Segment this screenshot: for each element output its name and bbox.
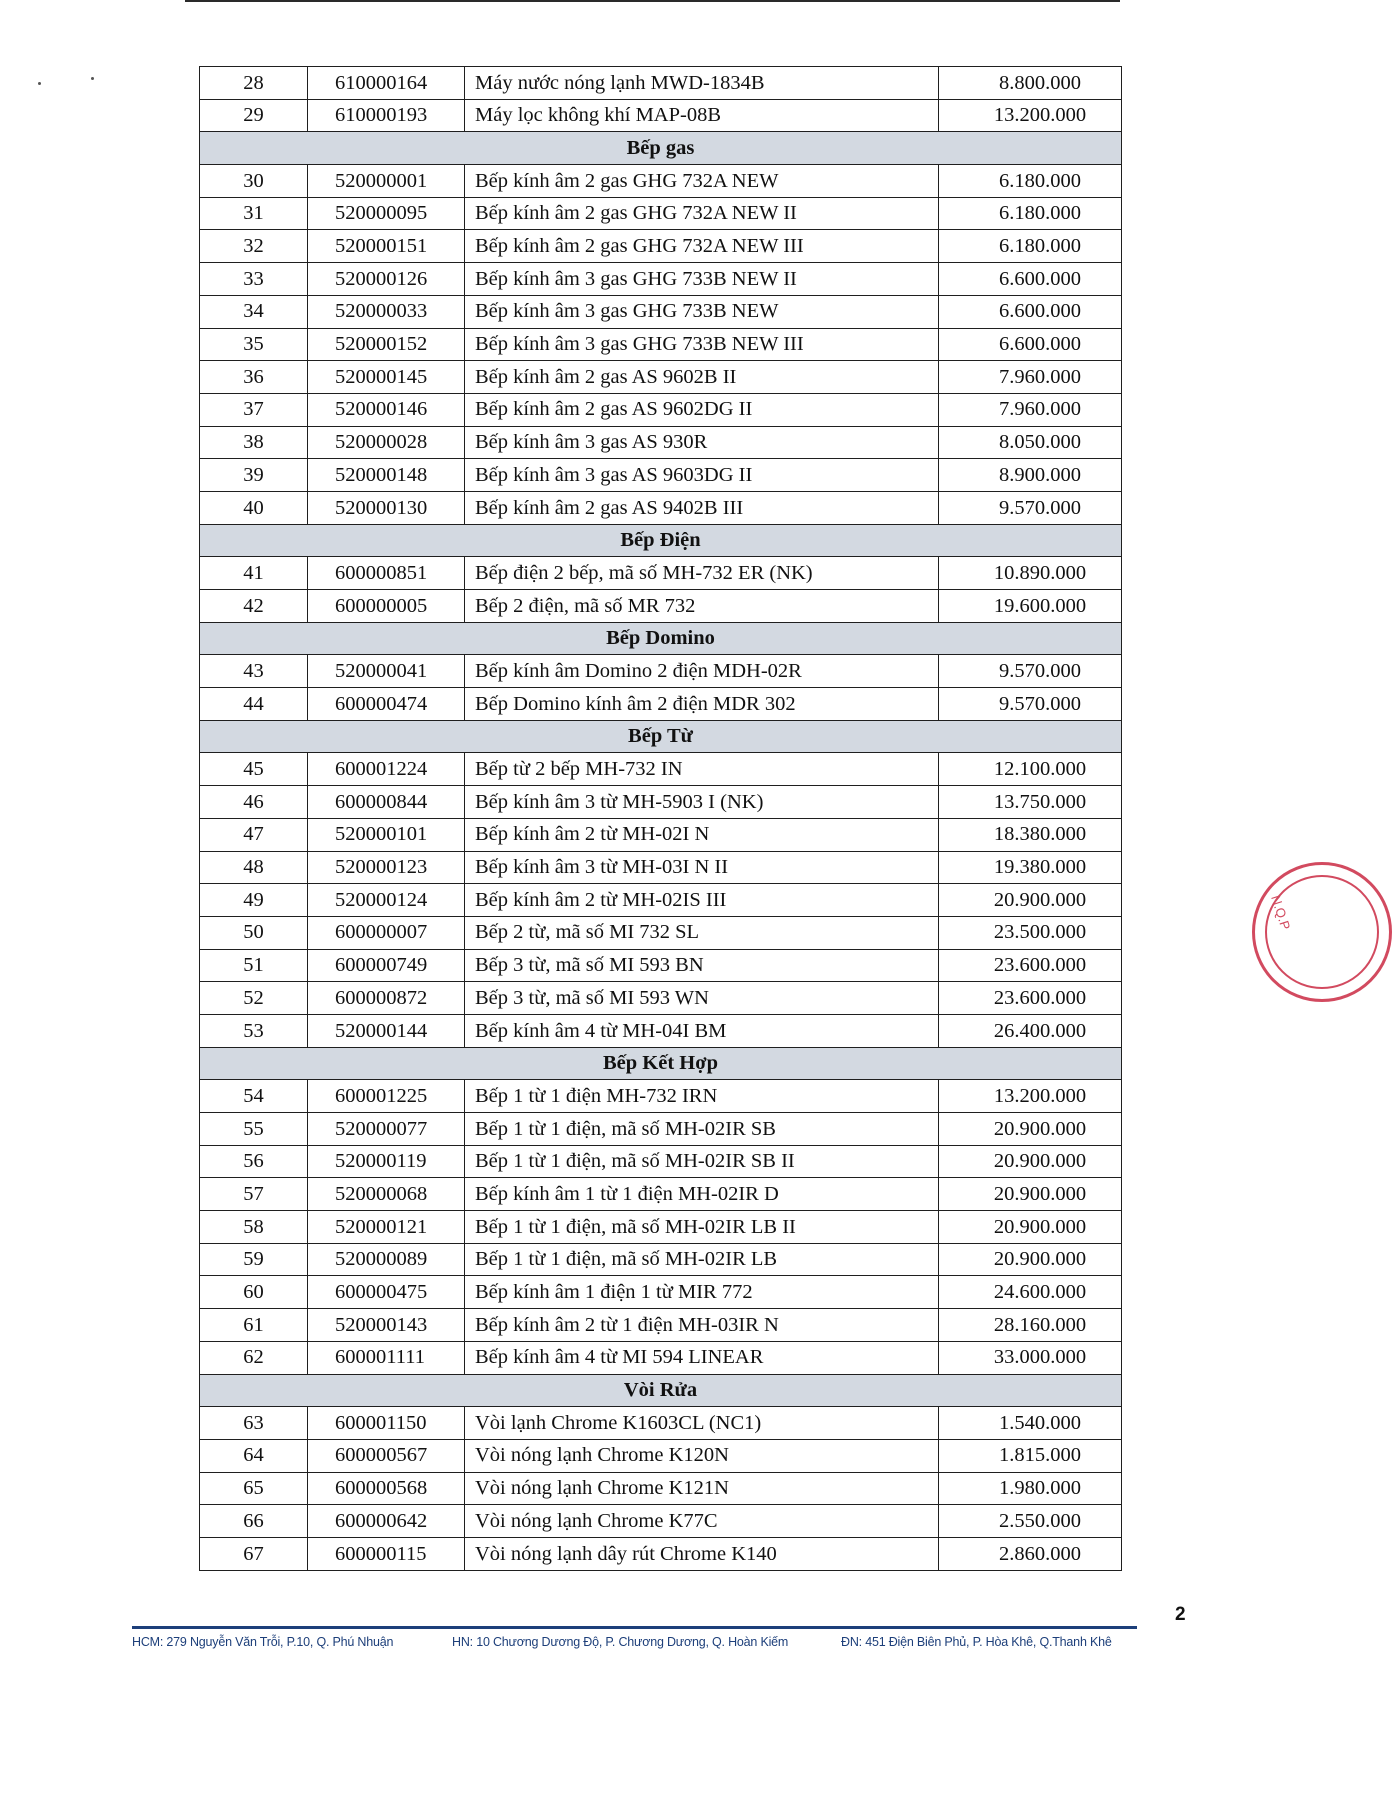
product-price: 20.900.000 — [939, 1145, 1122, 1178]
product-price: 24.600.000 — [939, 1276, 1122, 1309]
product-name: Bếp kính âm 3 gas GHG 733B NEW III — [465, 328, 939, 361]
product-name: Bếp kính âm 4 từ MI 594 LINEAR — [465, 1341, 939, 1374]
table-row — [200, 67, 1122, 100]
product-price: 23.500.000 — [939, 916, 1122, 949]
row-number: 40 — [200, 491, 308, 524]
row-number: 52 — [200, 982, 308, 1015]
product-price: 20.900.000 — [939, 1211, 1122, 1244]
product-name: Bếp kính âm 3 gas AS 930R — [465, 426, 939, 459]
product-price: 12.100.000 — [939, 753, 1122, 786]
table-row — [200, 884, 1122, 917]
footer-divider — [132, 1626, 1137, 1629]
product-code: 520000148 — [308, 459, 465, 492]
product-code: 600000475 — [308, 1276, 465, 1309]
row-number: 66 — [200, 1505, 308, 1538]
product-code: 600000005 — [308, 590, 465, 623]
table-row — [200, 1472, 1122, 1505]
product-code: 600001224 — [308, 753, 465, 786]
product-price: 6.600.000 — [939, 295, 1122, 328]
product-code: 520000145 — [308, 361, 465, 394]
footer-address-hn: HN: 10 Chương Dương Độ, P. Chương Dương, Q. Hoàn Kiếm — [452, 1635, 789, 1649]
row-number: 60 — [200, 1276, 308, 1309]
footer-address-dn: ĐN: 451 Điện Biên Phủ, P. Hòa Khê, Q.Thanh Khê — [841, 1635, 1112, 1649]
row-number: 37 — [200, 393, 308, 426]
product-price: 8.050.000 — [939, 426, 1122, 459]
row-number: 50 — [200, 916, 308, 949]
product-code: 600001225 — [308, 1080, 465, 1113]
product-name: Bếp kính âm 1 điện 1 từ MIR 772 — [465, 1276, 939, 1309]
product-price: 2.550.000 — [939, 1505, 1122, 1538]
product-name: Bếp kính âm 2 gas GHG 732A NEW II — [465, 197, 939, 230]
product-code: 520000119 — [308, 1145, 465, 1178]
table-row — [200, 1145, 1122, 1178]
product-name: Bếp 2 từ, mã số MI 732 SL — [465, 916, 939, 949]
product-name: Bếp kính âm 2 từ 1 điện MH-03IR N — [465, 1309, 939, 1342]
product-name: Bếp kính âm 3 từ MH-03I N II — [465, 851, 939, 884]
section-title: Bếp Kết Hợp — [200, 1047, 1122, 1080]
table-row — [200, 1211, 1122, 1244]
row-number: 62 — [200, 1341, 308, 1374]
product-price: 1.980.000 — [939, 1472, 1122, 1505]
product-price: 7.960.000 — [939, 393, 1122, 426]
product-code: 520000077 — [308, 1113, 465, 1146]
product-name: Máy lọc không khí MAP-08B — [465, 99, 939, 132]
row-number: 41 — [200, 557, 308, 590]
product-code: 520000146 — [308, 393, 465, 426]
footer-address-hcm: HCM: 279 Nguyễn Văn Trỗi, P.10, Q. Phú Nhuận — [132, 1635, 394, 1649]
product-name: Bếp 1 từ 1 điện, mã số MH-02IR SB II — [465, 1145, 939, 1178]
product-price: 8.800.000 — [939, 67, 1122, 100]
table-row — [200, 786, 1122, 819]
table-row — [200, 1407, 1122, 1440]
row-number: 43 — [200, 655, 308, 688]
product-code: 520000033 — [308, 295, 465, 328]
table-row — [200, 982, 1122, 1015]
product-price: 20.900.000 — [939, 1113, 1122, 1146]
product-code: 520000123 — [308, 851, 465, 884]
product-price: 19.600.000 — [939, 590, 1122, 623]
row-number: 65 — [200, 1472, 308, 1505]
product-name: Bếp kính âm 2 gas GHG 732A NEW — [465, 165, 939, 198]
product-code: 600000568 — [308, 1472, 465, 1505]
product-price: 20.900.000 — [939, 884, 1122, 917]
section-header-row — [200, 132, 1122, 165]
product-code: 520000028 — [308, 426, 465, 459]
section-title: Bếp Từ — [200, 720, 1122, 753]
product-name: Bếp 3 từ, mã số MI 593 BN — [465, 949, 939, 982]
product-price: 6.600.000 — [939, 263, 1122, 296]
page-number: 2 — [1175, 1604, 1186, 1625]
table-row — [200, 99, 1122, 132]
table-row — [200, 1505, 1122, 1538]
table-row — [200, 1341, 1122, 1374]
product-code: 520000068 — [308, 1178, 465, 1211]
product-code: 600000872 — [308, 982, 465, 1015]
row-number: 58 — [200, 1211, 308, 1244]
section-title: Vòi Rửa — [200, 1374, 1122, 1407]
table-row — [200, 1243, 1122, 1276]
row-number: 28 — [200, 67, 308, 100]
product-price: 6.180.000 — [939, 165, 1122, 198]
product-code: 520000001 — [308, 165, 465, 198]
row-number: 42 — [200, 590, 308, 623]
row-number: 33 — [200, 263, 308, 296]
row-number: 51 — [200, 949, 308, 982]
table-row — [200, 197, 1122, 230]
row-number: 32 — [200, 230, 308, 263]
product-price: 9.570.000 — [939, 491, 1122, 524]
product-name: Vòi lạnh Chrome K1603CL (NC1) — [465, 1407, 939, 1440]
product-price: 9.570.000 — [939, 655, 1122, 688]
table-row — [200, 916, 1122, 949]
row-number: 67 — [200, 1537, 308, 1570]
product-code: 600000749 — [308, 949, 465, 982]
product-price: 13.200.000 — [939, 99, 1122, 132]
product-price: 23.600.000 — [939, 949, 1122, 982]
row-number: 57 — [200, 1178, 308, 1211]
product-price: 20.900.000 — [939, 1243, 1122, 1276]
row-number: 61 — [200, 1309, 308, 1342]
product-code: 520000151 — [308, 230, 465, 263]
row-number: 64 — [200, 1439, 308, 1472]
row-number: 54 — [200, 1080, 308, 1113]
product-name: Bếp kính âm 3 từ MH-5903 I (NK) — [465, 786, 939, 819]
product-price: 18.380.000 — [939, 818, 1122, 851]
product-code: 600000851 — [308, 557, 465, 590]
product-price: 7.960.000 — [939, 361, 1122, 394]
product-price: 6.600.000 — [939, 328, 1122, 361]
product-code: 600001111 — [308, 1341, 465, 1374]
table-row — [200, 1537, 1122, 1570]
section-header-row — [200, 1047, 1122, 1080]
product-name: Bếp kính âm Domino 2 điện MDH-02R — [465, 655, 939, 688]
product-code: 600001150 — [308, 1407, 465, 1440]
product-name: Vòi nóng lạnh Chrome K120N — [465, 1439, 939, 1472]
product-price: 20.900.000 — [939, 1178, 1122, 1211]
product-price: 6.180.000 — [939, 197, 1122, 230]
table-row — [200, 328, 1122, 361]
product-price: 33.000.000 — [939, 1341, 1122, 1374]
product-code: 520000143 — [308, 1309, 465, 1342]
section-header-row — [200, 524, 1122, 557]
section-title: Bếp gas — [200, 132, 1122, 165]
table-row — [200, 1178, 1122, 1211]
product-name: Bếp kính âm 4 từ MH-04I BM — [465, 1014, 939, 1047]
product-code: 600000474 — [308, 688, 465, 721]
row-number: 56 — [200, 1145, 308, 1178]
product-price: 8.900.000 — [939, 459, 1122, 492]
section-header-row — [200, 622, 1122, 655]
table-row — [200, 688, 1122, 721]
product-name: Bếp kính âm 2 gas AS 9602B II — [465, 361, 939, 394]
price-list-table — [199, 66, 1122, 1571]
product-name: Vòi nóng lạnh Chrome K77C — [465, 1505, 939, 1538]
product-name: Bếp 3 từ, mã số MI 593 WN — [465, 982, 939, 1015]
product-code: 520000041 — [308, 655, 465, 688]
product-code: 520000124 — [308, 884, 465, 917]
seal-text: N.Q.P — [1268, 893, 1294, 932]
table-row — [200, 393, 1122, 426]
row-number: 49 — [200, 884, 308, 917]
row-number: 39 — [200, 459, 308, 492]
price-list-body — [200, 67, 1122, 1571]
product-code: 520000126 — [308, 263, 465, 296]
row-number: 47 — [200, 818, 308, 851]
row-number: 45 — [200, 753, 308, 786]
product-name: Bếp 2 điện, mã số MR 732 — [465, 590, 939, 623]
product-price: 23.600.000 — [939, 982, 1122, 1015]
product-price: 10.890.000 — [939, 557, 1122, 590]
section-title: Bếp Domino — [200, 622, 1122, 655]
product-name: Bếp Domino kính âm 2 điện MDR 302 — [465, 688, 939, 721]
row-number: 29 — [200, 99, 308, 132]
row-number: 30 — [200, 165, 308, 198]
table-row — [200, 1113, 1122, 1146]
product-name: Vòi nóng lạnh dây rút Chrome K140 — [465, 1537, 939, 1570]
table-row — [200, 753, 1122, 786]
table-row — [200, 491, 1122, 524]
product-code: 610000193 — [308, 99, 465, 132]
product-name: Vòi nóng lạnh Chrome K121N — [465, 1472, 939, 1505]
product-code: 520000152 — [308, 328, 465, 361]
product-code: 600000567 — [308, 1439, 465, 1472]
product-price: 28.160.000 — [939, 1309, 1122, 1342]
table-row — [200, 949, 1122, 982]
product-name: Bếp 1 từ 1 điện, mã số MH-02IR LB II — [465, 1211, 939, 1244]
row-number: 36 — [200, 361, 308, 394]
section-title: Bếp Điện — [200, 524, 1122, 557]
product-price: 13.750.000 — [939, 786, 1122, 819]
product-name: Bếp điện 2 bếp, mã số MH-732 ER (NK) — [465, 557, 939, 590]
product-code: 520000089 — [308, 1243, 465, 1276]
product-price: 1.815.000 — [939, 1439, 1122, 1472]
product-name: Bếp 1 từ 1 điện, mã số MH-02IR SB — [465, 1113, 939, 1146]
product-name: Bếp 1 từ 1 điện MH-732 IRN — [465, 1080, 939, 1113]
top-border-line — [185, 0, 1120, 2]
product-price: 19.380.000 — [939, 851, 1122, 884]
table-row — [200, 655, 1122, 688]
product-price: 6.180.000 — [939, 230, 1122, 263]
product-name: Bếp kính âm 2 gas GHG 732A NEW III — [465, 230, 939, 263]
product-code: 600000115 — [308, 1537, 465, 1570]
product-price: 26.400.000 — [939, 1014, 1122, 1047]
scan-speck — [91, 77, 94, 80]
product-price: 13.200.000 — [939, 1080, 1122, 1113]
row-number: 35 — [200, 328, 308, 361]
table-row — [200, 1014, 1122, 1047]
product-name: Bếp kính âm 2 từ MH-02IS III — [465, 884, 939, 917]
row-number: 44 — [200, 688, 308, 721]
product-name: Bếp từ 2 bếp MH-732 IN — [465, 753, 939, 786]
row-number: 63 — [200, 1407, 308, 1440]
table-row — [200, 1309, 1122, 1342]
product-name: Bếp kính âm 3 gas GHG 733B NEW II — [465, 263, 939, 296]
row-number: 59 — [200, 1243, 308, 1276]
table-row — [200, 295, 1122, 328]
section-header-row — [200, 720, 1122, 753]
company-seal-stamp — [1252, 862, 1392, 1002]
table-row — [200, 1276, 1122, 1309]
row-number: 34 — [200, 295, 308, 328]
row-number: 53 — [200, 1014, 308, 1047]
product-code: 520000130 — [308, 491, 465, 524]
table-row — [200, 1080, 1122, 1113]
product-code: 520000144 — [308, 1014, 465, 1047]
section-header-row — [200, 1374, 1122, 1407]
row-number: 46 — [200, 786, 308, 819]
product-code: 520000101 — [308, 818, 465, 851]
product-name: Bếp kính âm 3 gas AS 9603DG II — [465, 459, 939, 492]
product-name: Bếp 1 từ 1 điện, mã số MH-02IR LB — [465, 1243, 939, 1276]
table-row — [200, 263, 1122, 296]
row-number: 48 — [200, 851, 308, 884]
product-name: Bếp kính âm 2 gas AS 9402B III — [465, 491, 939, 524]
product-price: 9.570.000 — [939, 688, 1122, 721]
product-code: 520000095 — [308, 197, 465, 230]
product-code: 600000642 — [308, 1505, 465, 1538]
table-row — [200, 851, 1122, 884]
product-code: 600000844 — [308, 786, 465, 819]
product-code: 610000164 — [308, 67, 465, 100]
table-row — [200, 590, 1122, 623]
product-code: 520000121 — [308, 1211, 465, 1244]
product-price: 2.860.000 — [939, 1537, 1122, 1570]
table-row — [200, 459, 1122, 492]
table-row — [200, 1439, 1122, 1472]
table-row — [200, 818, 1122, 851]
table-row — [200, 361, 1122, 394]
table-row — [200, 426, 1122, 459]
product-name: Bếp kính âm 3 gas GHG 733B NEW — [465, 295, 939, 328]
product-name: Bếp kính âm 1 từ 1 điện MH-02IR D — [465, 1178, 939, 1211]
product-name: Máy nước nóng lạnh MWD-1834B — [465, 67, 939, 100]
table-row — [200, 165, 1122, 198]
row-number: 55 — [200, 1113, 308, 1146]
product-price: 1.540.000 — [939, 1407, 1122, 1440]
scan-speck — [38, 82, 41, 85]
product-name: Bếp kính âm 2 gas AS 9602DG II — [465, 393, 939, 426]
row-number: 38 — [200, 426, 308, 459]
row-number: 31 — [200, 197, 308, 230]
footer-addresses — [132, 1635, 1137, 1655]
product-code: 600000007 — [308, 916, 465, 949]
table-row — [200, 230, 1122, 263]
product-name: Bếp kính âm 2 từ MH-02I N — [465, 818, 939, 851]
table-row — [200, 557, 1122, 590]
